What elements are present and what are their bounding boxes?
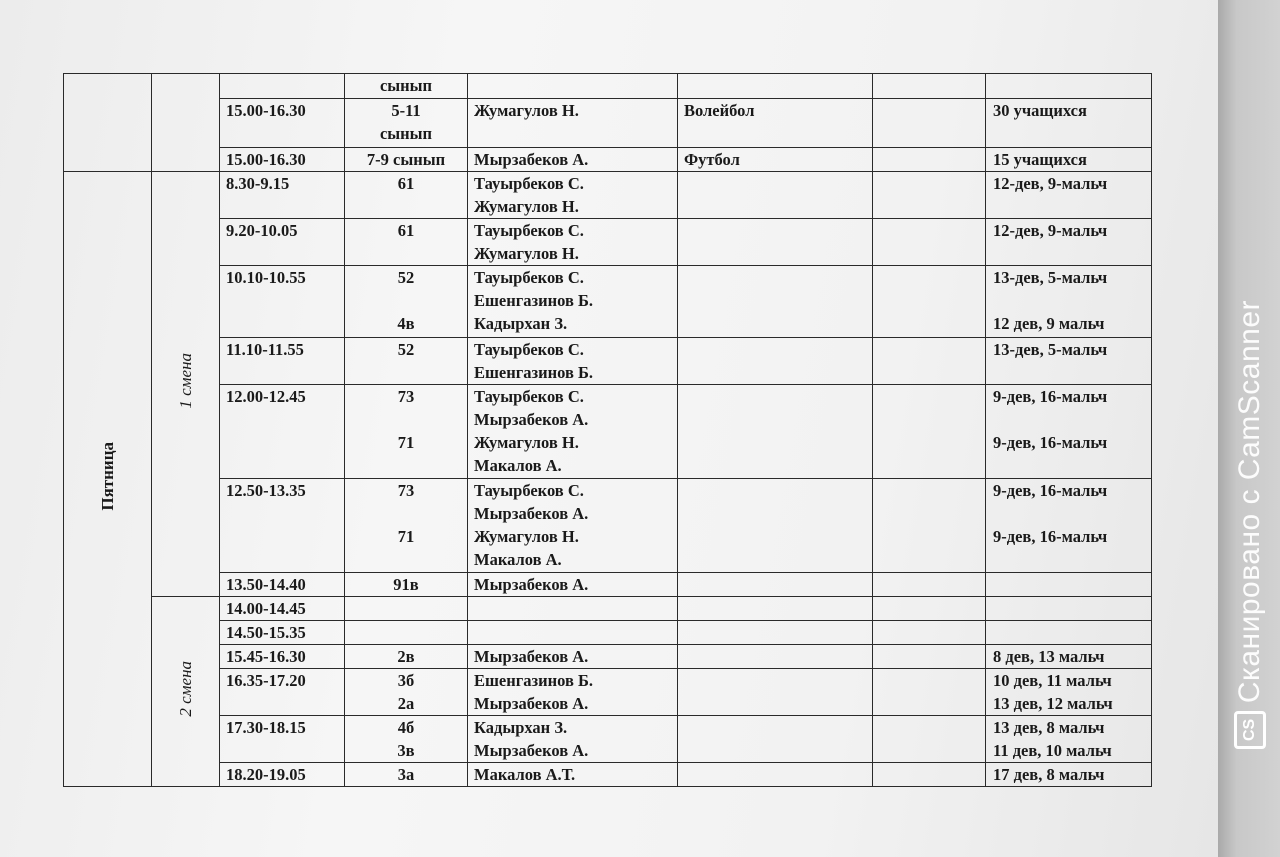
teacher-cell: Тауырбеков С. Мырзабеков А. Жумагулов Н. Макалов А.	[468, 385, 678, 479]
time-cell: 10.10-10.55	[220, 266, 345, 338]
shift-1-label: 1 смена	[176, 353, 195, 409]
table-row	[64, 219, 1152, 266]
students-cell: 12-дев, 9-мальч	[986, 219, 1152, 266]
empty-cell	[678, 385, 873, 479]
class-cell: 3а	[345, 763, 468, 787]
students-cell: 13-дев, 5-мальч	[986, 338, 1152, 385]
table-row	[64, 172, 1152, 219]
time-cell: 14.00-14.45	[220, 597, 345, 621]
table-row	[64, 716, 1152, 763]
empty-cell	[873, 148, 986, 172]
students-cell: 9-дев, 16-мальч 9-дев, 16-мальч	[986, 385, 1152, 479]
empty-cell	[873, 621, 986, 645]
table-row	[64, 385, 1152, 479]
time-cell: 17.30-18.15	[220, 716, 345, 763]
table-row	[64, 148, 1152, 172]
camscanner-logo-icon: CS	[1234, 711, 1266, 749]
empty-cell	[873, 219, 986, 266]
teacher-cell: Макалов А.Т.	[468, 763, 678, 787]
time-cell: 8.30-9.15	[220, 172, 345, 219]
class-cell: 52 4в	[345, 266, 468, 338]
class-cell: 2в	[345, 645, 468, 669]
empty-cell	[873, 597, 986, 621]
class-cell: 4б 3в	[345, 716, 468, 763]
time-cell: 15.00-16.30	[220, 148, 345, 172]
table-row	[64, 74, 1152, 99]
time-cell: 9.20-10.05	[220, 219, 345, 266]
empty-cell	[873, 763, 986, 787]
students-cell: 17 дев, 8 мальч	[986, 763, 1152, 787]
activity-cell: Футбол	[678, 148, 873, 172]
table-row	[64, 621, 1152, 645]
prev-shift-cell	[152, 74, 220, 172]
empty-cell	[873, 338, 986, 385]
empty-cell	[873, 385, 986, 479]
empty-cell	[678, 763, 873, 787]
empty-cell	[873, 172, 986, 219]
class-cell: 91в	[345, 573, 468, 597]
empty-cell	[678, 479, 873, 573]
teacher-cell: Тауырбеков С. Жумагулов Н.	[468, 219, 678, 266]
teacher-cell: Ешенгазинов Б. Мырзабеков А.	[468, 669, 678, 716]
time-cell: 14.50-15.35	[220, 621, 345, 645]
teacher-cell: Тауырбеков С. Ешенгазинов Б.	[468, 338, 678, 385]
students-cell: 10 дев, 11 мальч 13 дев, 12 мальч	[986, 669, 1152, 716]
empty-cell	[678, 669, 873, 716]
time-cell: 18.20-19.05	[220, 763, 345, 787]
shift-1-cell	[152, 172, 220, 597]
empty-cell	[678, 645, 873, 669]
prev-day-cell	[64, 74, 152, 172]
class-cell: 3б 2а	[345, 669, 468, 716]
schedule-table	[63, 73, 1152, 787]
table-row	[64, 479, 1152, 573]
class-cell	[345, 597, 468, 621]
shift-2-cell	[152, 597, 220, 787]
empty-cell	[678, 597, 873, 621]
empty-cell	[873, 716, 986, 763]
class-cell: сынып	[345, 74, 468, 99]
class-cell: 7-9 сынып	[345, 148, 468, 172]
empty-cell	[678, 338, 873, 385]
table-row	[64, 573, 1152, 597]
empty-cell	[678, 266, 873, 338]
table-row	[64, 597, 1152, 621]
teacher-cell	[468, 597, 678, 621]
students-cell: 9-дев, 16-мальч 9-дев, 16-мальч	[986, 479, 1152, 573]
empty-cell	[873, 479, 986, 573]
camscanner-watermark	[1228, 300, 1272, 850]
shift-2-label: 2 смена	[176, 660, 195, 717]
activity-cell: Волейбол	[678, 99, 873, 148]
empty-cell	[873, 669, 986, 716]
empty-cell	[873, 266, 986, 338]
empty-cell	[678, 716, 873, 763]
students-cell	[986, 621, 1152, 645]
teacher-cell: Мырзабеков А.	[468, 573, 678, 597]
time-cell: 15.45-16.30	[220, 645, 345, 669]
time-cell: 12.00-12.45	[220, 385, 345, 479]
students-cell: 12-дев, 9-мальч	[986, 172, 1152, 219]
time-cell	[220, 74, 345, 99]
teacher-cell: Тауырбеков С. Жумагулов Н.	[468, 172, 678, 219]
teacher-cell: Тауырбеков С. Мырзабеков А. Жумагулов Н. Макалов А.	[468, 479, 678, 573]
teacher-cell: Тауырбеков С. Ешенгазинов Б. Кадырхан З.	[468, 266, 678, 338]
teacher-cell	[468, 74, 678, 99]
class-cell: 52	[345, 338, 468, 385]
table-row	[64, 763, 1152, 787]
students-cell: 30 учащихся	[986, 99, 1152, 148]
students-cell: 15 учащихся	[986, 148, 1152, 172]
activity-cell	[678, 74, 873, 99]
class-cell: 5-11 сынып	[345, 99, 468, 148]
time-cell: 16.35-17.20	[220, 669, 345, 716]
class-cell: 73 71	[345, 385, 468, 479]
time-cell: 12.50-13.35	[220, 479, 345, 573]
empty-cell	[873, 99, 986, 148]
students-cell: 13 дев, 8 мальч 11 дев, 10 мальч	[986, 716, 1152, 763]
table-row	[64, 338, 1152, 385]
class-cell	[345, 621, 468, 645]
students-cell: 8 дев, 13 мальч	[986, 645, 1152, 669]
day-cell	[64, 172, 152, 787]
students-cell: 13-дев, 5-мальч 12 дев, 9 мальч	[986, 266, 1152, 338]
empty-cell	[873, 645, 986, 669]
students-cell	[986, 597, 1152, 621]
table-row	[64, 645, 1152, 669]
class-cell: 61	[345, 219, 468, 266]
empty-cell	[873, 573, 986, 597]
empty-cell	[678, 219, 873, 266]
students-cell	[986, 573, 1152, 597]
teacher-cell: Жумагулов Н.	[468, 99, 678, 148]
watermark-text: Сканировано с CamScanner	[1233, 300, 1266, 704]
empty-cell	[678, 172, 873, 219]
table-row	[64, 266, 1152, 338]
time-cell: 11.10-11.55	[220, 338, 345, 385]
teacher-cell: Кадырхан З. Мырзабеков А.	[468, 716, 678, 763]
empty-cell	[678, 573, 873, 597]
class-cell: 61	[345, 172, 468, 219]
time-cell: 13.50-14.40	[220, 573, 345, 597]
teacher-cell	[468, 621, 678, 645]
empty-cell	[678, 621, 873, 645]
table-row	[64, 669, 1152, 716]
teacher-cell: Мырзабеков А.	[468, 645, 678, 669]
class-cell: 73 71	[345, 479, 468, 573]
teacher-cell: Мырзабеков А.	[468, 148, 678, 172]
students-cell	[986, 74, 1152, 99]
empty-cell	[873, 74, 986, 99]
time-cell: 15.00-16.30	[220, 99, 345, 148]
table-row	[64, 99, 1152, 148]
day-label: Пятница	[98, 441, 117, 511]
